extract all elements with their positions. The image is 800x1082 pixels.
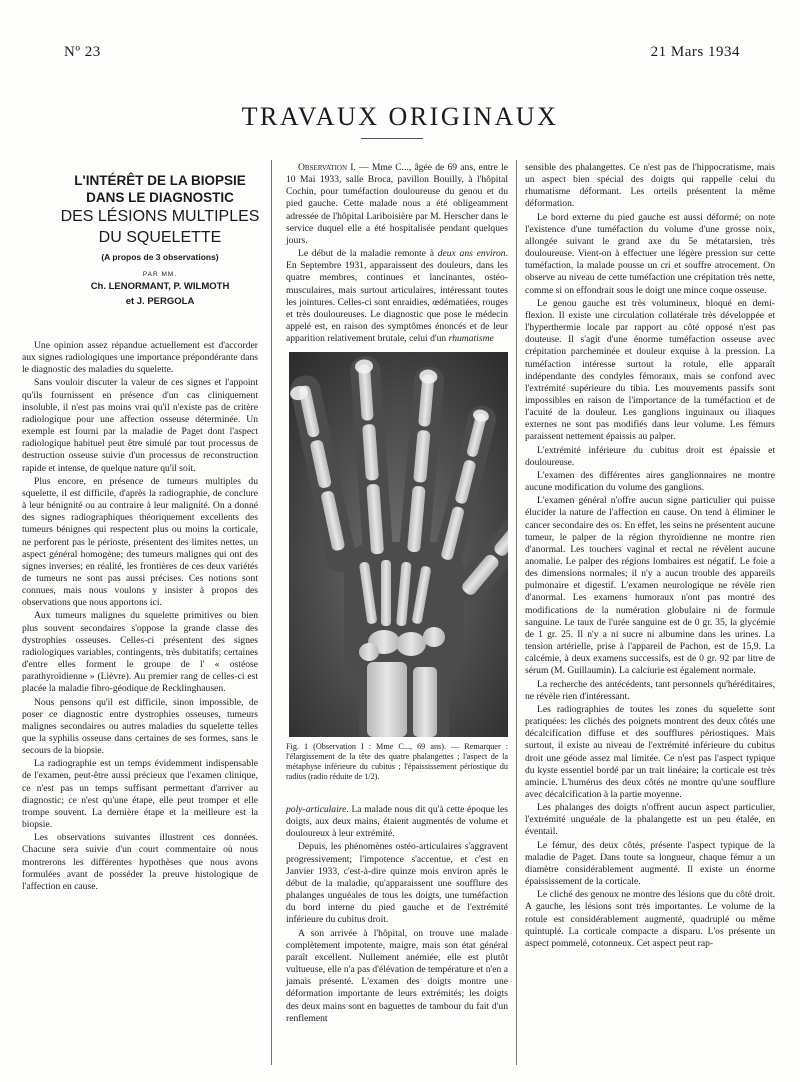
col3-paragraph: Les phalanges des doigts n'offrent aucun aspect particulier, l'extrémité unguéale de la phalangette est un peu étalée, en éventail. xyxy=(525,802,775,838)
article-authors-2: et J. PERGOLA xyxy=(125,296,195,307)
col3-paragraph: L'examen des différentes aires ganglionnaires ne montre aucune modification du volume des ganglions. xyxy=(525,469,775,494)
col3-paragraph: Le bord externe du pied gauche est aussi déformé; on note l'existence d'une tuméfaction du volume d'une grosse noix, allongée suivant le grand axe du 5e métatarsien, très douloureuse. Vient-on à effectuer une légère pression sur cette tuméfaction, la malade pousse un cri et souffre atrocement. On observe au niveau de cette tuméfaction une crépitation très nette, comme si on effondrait sous le doigt une mince coque osseuse. xyxy=(525,211,775,296)
issue-date: 21 Mars 1934 xyxy=(650,44,740,60)
article-title-line-1: L'INTÉRÊT DE LA BIOPSIE xyxy=(74,173,246,188)
col2b-first-text: . La malade nous dit qu'à cette époque les doigts, aux deux mains, étaient augmentés de volume et douloureux à leur extrémité. xyxy=(286,804,508,840)
col3-paragraph: Le cliché des genoux ne montre des lésions que du côté droit. A gauche, les lésions sont très importantes. Le volume de la rotule est considérablement augmenté, quadruplé ou même quintuplé. La corticale compacte a disparu. L'os présente un aspect pommelé, cotonneux. Cet aspect peut rap- xyxy=(525,889,775,949)
col1-paragraph: La radiographie est un temps évidemment indispensable de l'examen, peut-être aussi précieux que l'examen clinique, ce n'est pas un temps suffisant permettant d'arriver au diagnostic; ce n'est qu'une étape, elle peut tromper et elle trompe souvent. La dernière étape et la meilleure est la biopsie. xyxy=(22,758,258,831)
col1-paragraph: Sans vouloir discuter la valeur de ces signes et l'appoint qu'ils fournissent en présence d'un cas cliniquement insoluble, il n'est pas moins vrai qu'il n'existe pas de critère radiologique pour une affection osseuse déterminée. Un exemple est fourni par la maladie de Paget dont l'aspect radiologique habituel peut être simulé par tout processus de destruction osseuse suivie d'un processus de reconstruction rapide et intense, de quelque nature qu'il soit. xyxy=(22,377,258,474)
observation-paragraph xyxy=(286,162,508,247)
column-2-top xyxy=(286,162,508,346)
observation-text: — Mme C..., âgée de 69 ans, entre le 10 Mai 1933, salle Broca, pavillon Bouilly, à l'hôpital Cochin, pour tuméfaction douloureuse du genou et du pied gauche. Cette malade nous a été obligeamment adressée de l'hôpital Lariboisière par M. Herscher dans le service duquel elle a été hospitalisée pendant quelques jours. xyxy=(286,162,508,246)
hand-xray-figure xyxy=(289,352,508,792)
article-authors-1: Ch. LENORMANT, P. WILMOTH xyxy=(90,281,230,292)
hand-xray-image xyxy=(289,352,508,737)
col3-paragraph: Les radiographies de toutes les zones du squelette sont pratiquées: les clichés des poignets montrent des deux côtés une décalcification diffuse et des soufflures périostiques. Mais surtout, il existe au niveau de l'extrémité inférieure du cubitus droit une géode assez mal limitée. Ce n'est pas l'aspect typique du kyste essentiel bordé par un trait linéaire; la corticale est très amincie. L'humérus des deux côtés ne montre qu'une soufflure avec décalcification à la partie moyenne. xyxy=(525,703,775,800)
col2b-paragraph: A son arrivée à l'hôpital, on trouve une malade complètement impotente, maigre, mais son état général paraît excellent. Nullement anémiée, elle est plutôt vultueuse, elle n'a pas d'élévation de température et n'en a jamais présenté. L'examen des doigts montre une déformation importante de leurs extrémités; les doigts des deux mains sont en baguettes de tambour du fait d'un renflement xyxy=(286,927,508,1024)
column-1 xyxy=(22,340,258,894)
section-title: TRAVAUX ORIGINAUX xyxy=(241,102,559,131)
polyarticular-italic: poly-articulaire xyxy=(286,804,347,815)
col1-paragraph: Une opinion assez répandue actuellement est d'accorder aux signes radiologiques une importance prépondérante dans le diagnostic des maladies du squelette. xyxy=(22,340,258,376)
title-rule xyxy=(361,138,423,139)
article-title-line-3: DES LÉSIONS MULTIPLES xyxy=(60,208,260,225)
col1-paragraph: Les observations suivantes illustrent ces données. Chacune sera suivie d'un court commentaire où nous montrerons les différentes hypothèses que nous avons formulées avant de posséder la preuve histologique de l'affection en cause. xyxy=(22,832,258,892)
onset-text-a: Le début de la maladie remonte à xyxy=(298,248,438,260)
column-rule-2 xyxy=(516,160,517,1065)
article-title-line-2: DANS LE DIAGNOSTIC xyxy=(86,190,234,205)
column-2-bottom xyxy=(286,804,508,1026)
article-title-line-4: DU SQUELETTE xyxy=(98,229,222,246)
col3-paragraph: L'extrémité inférieure du cubitus droit est épaissie et douloureuse. xyxy=(525,444,775,468)
col1-paragraph: Plus encore, en présence de tumeurs multiples du squelette, il est difficile, d'après la radiographie, de conclure à leur bénignité ou au contraire à leur malignité. On a donné des signes radiographiques théoriquement excellents des tumeurs bénignes qui respectent plus ou moins la corticale, ne perforent pas le périoste, présentent des limites nettes, un aspect général homogène; des tumeurs malignes qui ont des signes inverses; en réalité, les frontières de ces deux variétés de tumeurs ne sont pas aussi précises. Ces notions sont connues, mais nous voulons y insister à propos des observations que nous apportons ici. xyxy=(22,475,258,609)
column-rule-1 xyxy=(271,160,272,1065)
col1-paragraph: Nous pensons qu'il est difficile, sinon impossible, de poser ce diagnostic entre dystrophies osseuses, tumeurs malignes secondaires ou autres maladies du squelette telles que la syphilis osseuse dans certaines de ses formes, sans le secours de la biopsie. xyxy=(22,696,258,757)
onset-paragraph xyxy=(286,248,508,345)
col1-paragraph: Aux tumeurs malignes du squelette primitives ou bien plus souvent secondaires s'oppose la grande classe des dystrophies osseuses. Celles-ci présentent des signes radiologiques variables, contingents, très dubitatifs; certaines d'entre elles forment le groupe de l' « ostéose parathyroïdienne » (Lièvre). Au premier rang de celles-ci est placée la maladie fibro-géodique de Recklinghausen. xyxy=(22,610,258,695)
onset-text-b: . En Septembre 1931, apparaissent des douleurs, dans les quatre membres, continues et lancinantes, ostéo-musculaires, mais surtout articulaires, intéressant toutes les jointures. Celles-ci sont enraidies, œdématiées, rouges et très douloureuses. Le diagnostic que pose le médecin appelé est, en raison des symptômes énoncés et de leur apparition relativement brutale, celui d'un xyxy=(286,248,508,345)
col2b-paragraph: Depuis, les phénomènes ostéo-articulaires s'aggravent progressivement; l'impotence s'accentue, et c'est en Janvier 1933, c'est-à-dire quinze mois environ après le début de la maladie, qu'apparaissent une soufflure des phalanges unguéales de tous les doigts, une tuméfaction du bord interne du pied gauche et de l'extrémité inférieure du cubitus droit. xyxy=(286,841,508,926)
issue-number: Nº 23 xyxy=(64,44,101,60)
article-title-block xyxy=(60,172,260,308)
column-3 xyxy=(525,162,775,951)
article-subtitle: (A propos de 3 observations) xyxy=(101,252,219,262)
col3-paragraph: sensible des phalangettes. Ce n'est pas de l'hippocratisme, mais un aspect bien spécial des doigts qui rappelle celui du rhumatisme déformant. Les orteils présentent la même déformation. xyxy=(525,162,775,210)
observation-label: Observation I. xyxy=(298,162,356,173)
col3-paragraph: L'examen général n'offre aucun signe particulier qui puisse élucider la nature de l'affection en cause. On tend à éliminer le cancer secondaire des os. En effet, les seins ne présentent aucune tumeur, le palper de la région thyroïdienne ne montre rien d'anormal. Les touchers vaginal et rectal ne révèlent aucune anomalie. Le palper des régions lombaires est négatif. Le foie a des dimensions normales; il n'y a aucun trouble des appareils pulmonaire et digestif. L'examen neurologique ne révèle rien d'anormal. Les examens humoraux n'ont pas montré des modifications de la numération globulaire ni de formule sanguine. Le taux de l'urée sanguine est de 0 gr. 35, la glycémie de 1 gr. 25. Il n'y a ni sucre ni albumine dans les urines. La tension artérielle, prise à l'appareil de Pachon, est de 15,9. La calcémie, à deux examens successifs, est de 0 gr. 92 par litre de sérum (M. Guillaumin). La calciurie est également normale. xyxy=(525,495,775,677)
col3-paragraph: Le genou gauche est très volumineux, bloqué en demi-flexion. Il existe une circulation collatérale très développée et l'hyperthermie locale par rapport au côté opposé n'est pas douteuse. Il s'agit d'une énorme tuméfaction osseuse avec crépitation parcheminée et douleur exquise à la pression. La tuméfaction intéresse surtout la rotule, elle apparaît indépendante des condyles fémoraux, mais se confond avec l'extrémité supérieure du tibia. Les mouvements passifs sont impossibles en raison de l'importance de la tuméfaction et de l'acuité de la douleur. Les ganglions inguinaux ou iliaques externes ne sont pas modifiés dans leur volume. Les fémurs paraissent nettement épaissis au palper. xyxy=(525,297,775,443)
col3-paragraph: Le fémur, des deux côtés, présente l'aspect typique de la maladie de Paget. Dans toute sa longueur, chaque fémur a un diamètre considérablement augmenté. Il existe un énorme épaississement de la corticale. xyxy=(525,839,775,888)
article-par: PAR MM. xyxy=(142,271,178,278)
onset-italic: deux ans environ xyxy=(437,248,506,260)
col2b-first-paragraph xyxy=(286,804,508,840)
col3-paragraph: La recherche des antécédents, tant personnels qu'héréditaires, ne révèle rien d'intéressant. xyxy=(525,678,775,702)
figure-caption: Fig. 1 (Observation I : Mme C..., 69 ans). — Remarquer : l'élargissement de la tête des quatre phalangettes ; l'aspect de la métaphyse inférieure du cubitus ; l'épaississement périostique du radius (radio réduite de 1/2). xyxy=(286,742,508,781)
onset-italic-2: rhumatisme xyxy=(448,333,494,345)
